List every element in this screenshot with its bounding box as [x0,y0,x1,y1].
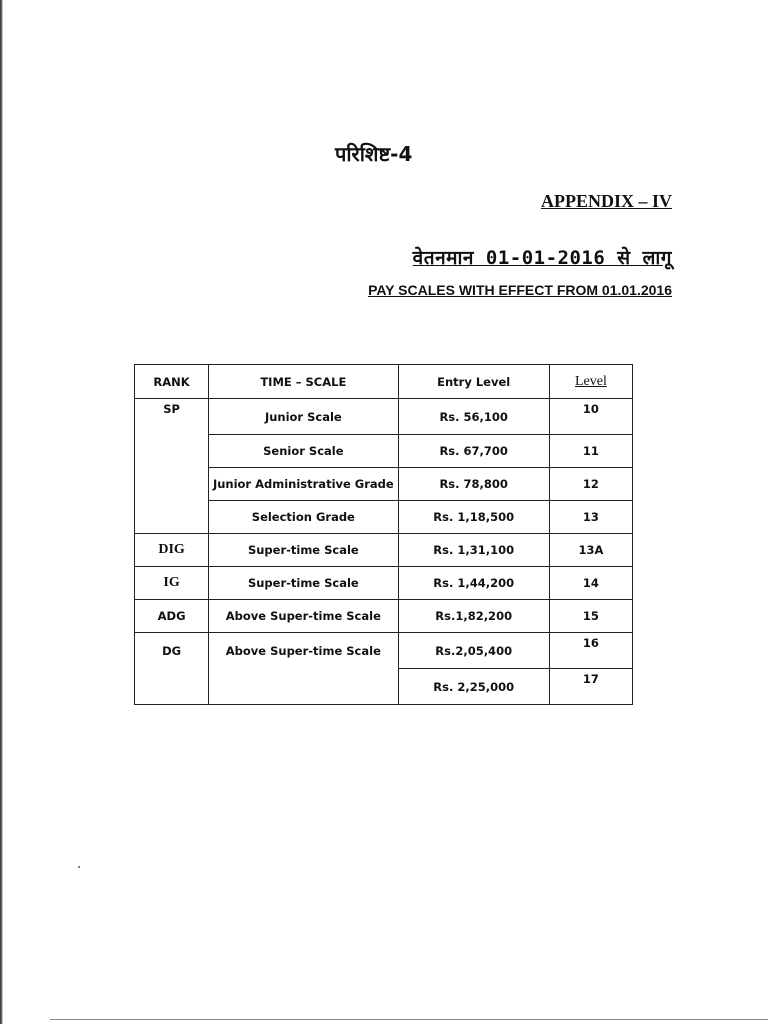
entry-level-cell: Rs. 1,44,200 [398,567,549,600]
rank-cell: ADG [135,600,209,633]
scan-edge-bottom [50,1019,768,1020]
table-row [135,534,633,567]
level-cell: 11 [549,435,632,468]
appendix-heading: APPENDIX – IV [540,191,672,211]
table-row [135,435,633,468]
entry-level-cell: Rs. 1,18,500 [398,501,549,534]
rank-cell [135,669,209,705]
pay-scale-table [134,364,633,705]
table-header-row [135,365,633,399]
table-row [135,501,633,534]
table-row [135,633,633,669]
level-cell: 12 [549,468,632,501]
header-entry-level: Entry Level [398,365,549,399]
rank-cell: DG [135,633,209,669]
entry-level-cell: Rs.2,05,400 [398,633,549,669]
pay-scales-heading: PAY SCALES WITH EFFECT FROM 01.01.2016 [368,282,672,298]
entry-level-cell: Rs. 56,100 [398,399,549,435]
entry-level-cell: Rs. 2,25,000 [398,669,549,705]
level-cell: 13A [549,534,632,567]
time-scale-cell: Above Super-time Scale [209,633,398,669]
time-scale-cell: Above Super-time Scale [209,600,398,633]
time-scale-cell: Junior Administrative Grade [209,468,398,501]
scan-dust-speck [78,866,80,868]
table-row [135,567,633,600]
time-scale-cell: Super-time Scale [209,567,398,600]
level-cell: 15 [549,600,632,633]
header-rank: RANK [135,365,209,399]
rank-cell: DIG [135,534,209,567]
table-row [135,399,633,435]
hindi-title: परिशिष्ट-4 [335,142,413,166]
level-cell: 14 [549,567,632,600]
hindi-effective-date: वेतनमान 01-01-2016 से लागू [412,247,672,269]
entry-level-cell: Rs.1,82,200 [398,600,549,633]
time-scale-cell: Senior Scale [209,435,398,468]
level-cell: 10 [549,399,632,435]
header-level: Level [549,365,632,399]
scan-edge-left [0,0,3,1024]
level-cell: 17 [549,669,632,705]
rank-cell: SP [135,399,209,534]
header-time-scale: TIME – SCALE [209,365,398,399]
time-scale-cell: Selection Grade [209,501,398,534]
time-scale-cell [209,669,398,705]
rank-cell: IG [135,567,209,600]
table-row [135,669,633,705]
table-row [135,468,633,501]
entry-level-cell: Rs. 1,31,100 [398,534,549,567]
time-scale-cell: Junior Scale [209,399,398,435]
table-row [135,600,633,633]
level-cell: 13 [549,501,632,534]
entry-level-cell: Rs. 67,700 [398,435,549,468]
level-cell: 16 [549,633,632,669]
entry-level-cell: Rs. 78,800 [398,468,549,501]
time-scale-cell: Super-time Scale [209,534,398,567]
